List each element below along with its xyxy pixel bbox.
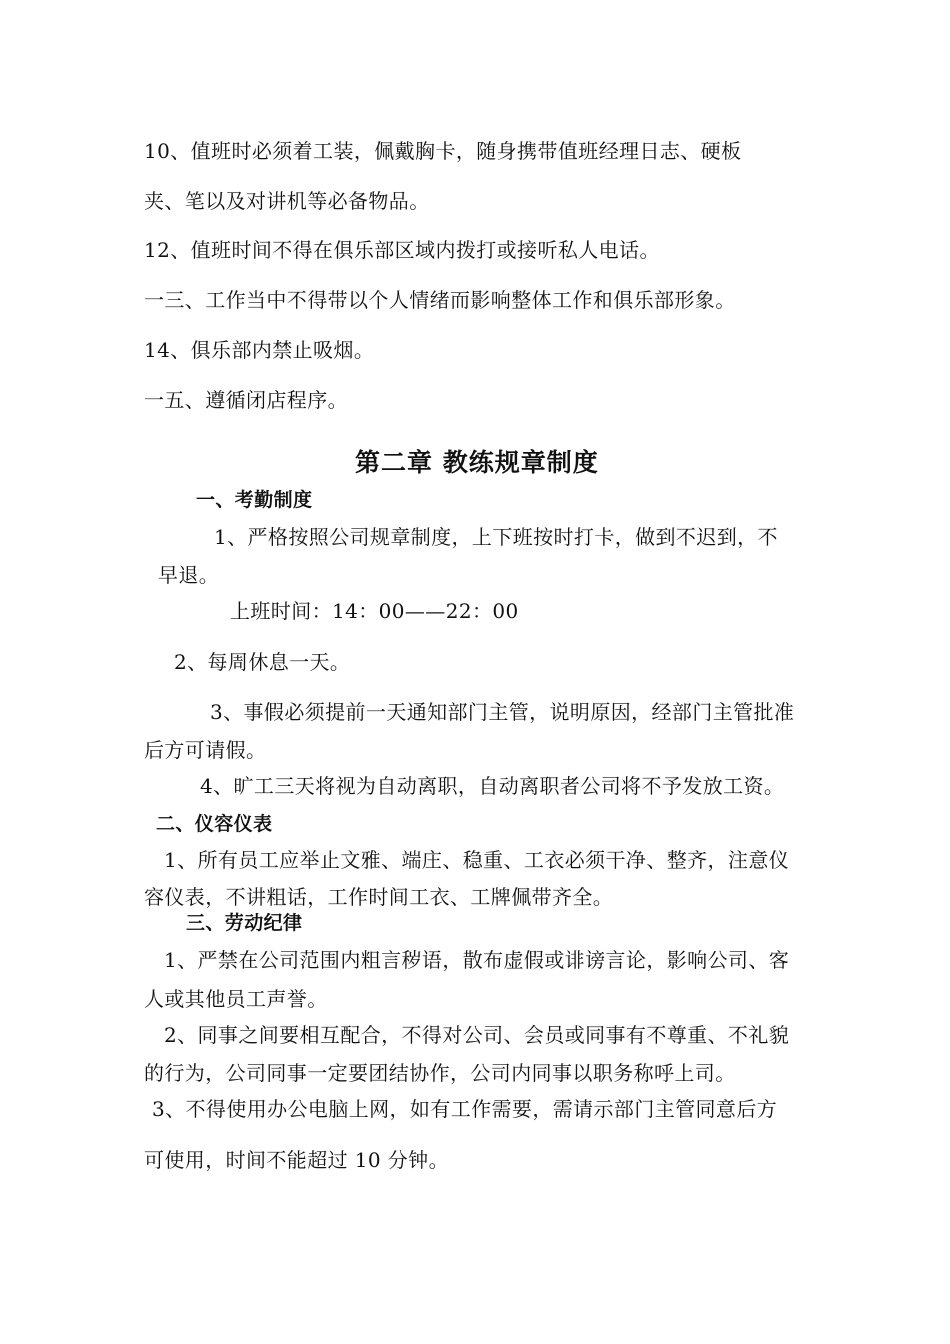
work-hours: 上班时间：14：00——22：00 [230,599,519,623]
attendance-item-1-line-2: 早退。 [158,563,220,587]
attendance-item-3-line-1: 3、事假必须提前一天通知部门主管，说明原因，经部门主管批准 [210,700,795,724]
rule-10-line-2: 夹、笔以及对讲机等必备物品。 [144,189,430,213]
chapter-title: 第二章 教练规章制度 [355,448,599,477]
attendance-item-1-line-1: 1、严格按照公司规章制度，上下班按时打卡，做到不迟到，不 [214,525,778,549]
discipline-item-3-line-2: 可使用，时间不能超过 10 分钟。 [144,1148,449,1172]
discipline-item-2-line-2: 的行为，公司同事一定要团结协作，公司内同事以职务称呼上司。 [144,1061,736,1085]
section-attendance-title: 一、考勤制度 [196,489,313,511]
rule-10-line-1: 10、值班时必须着工装，佩戴胸卡，随身携带值班经理日志、硬板 [144,139,742,163]
appearance-item-1-line-2: 容仪表，不讲粗话，工作时间工衣、工牌佩带齐全。 [144,885,614,909]
discipline-item-3-line-1: 3、不得使用办公电脑上网，如有工作需要，需请示部门主管同意后方 [152,1097,778,1121]
rule-13: 一三、工作当中不得带以个人情绪而影响整体工作和俱乐部形象。 [144,288,736,312]
appearance-item-1-line-1: 1、所有员工应举止文雅、端庄、稳重、工衣必须干净、整齐，注意仪 [164,848,790,872]
attendance-item-4: 4、旷工三天将视为自动离职，自动离职者公司将不予发放工资。 [200,774,785,798]
rule-12: 12、值班时间不得在俱乐部区域内拨打或接听私人电话。 [144,238,660,262]
attendance-item-3-line-2: 后方可请假。 [144,738,267,762]
discipline-item-1-line-2: 人或其他员工声誉。 [144,987,328,1011]
section-discipline-title: 三、劳动纪律 [186,912,303,934]
attendance-item-2: 2、每周休息一天。 [174,650,351,674]
discipline-item-1-line-1: 1、严禁在公司范围内粗言秽语，散布虚假或诽谤言论，影响公司、客 [164,948,790,972]
rule-14: 14、俱乐部内禁止吸烟。 [144,338,375,362]
rule-15: 一五、遵循闭店程序。 [144,388,348,412]
section-appearance-title: 二、仪容仪表 [156,813,273,835]
discipline-item-2-line-1: 2、同事之间要相互配合，不得对公司、会员或同事有不尊重、不礼貌 [164,1023,790,1047]
